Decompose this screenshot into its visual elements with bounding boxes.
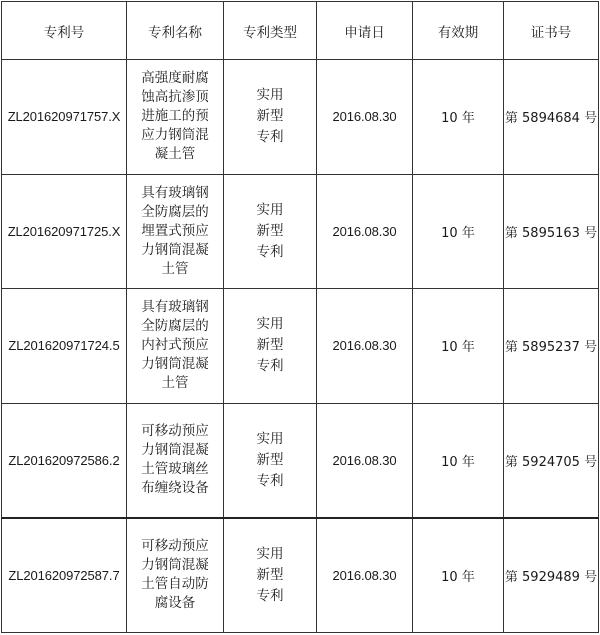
table-row	[2, 518, 599, 633]
header-patent-no: 专利号	[2, 2, 127, 60]
patent-type-cell	[224, 60, 317, 175]
patent-name-cell	[127, 403, 224, 518]
patent-type-cell	[224, 403, 317, 518]
patent-type-line: 新型	[256, 451, 284, 468]
patent-name-line: 土管	[161, 260, 189, 277]
validity-cell: 10 年	[413, 174, 504, 289]
patent-type-cell	[224, 518, 317, 633]
patent-type-line: 专利	[256, 472, 284, 489]
cert-no-cell: 第 5929489 号	[504, 518, 599, 633]
patent-name-line: 力钢筒混凝	[141, 557, 209, 574]
patent-name-line: 具有玻璃钢	[141, 184, 209, 201]
patent-type-line: 专利	[256, 587, 284, 604]
patent-name-cell	[127, 60, 224, 175]
cert-no-cell: 第 5894684 号	[504, 60, 599, 175]
table-row	[2, 289, 599, 404]
patent-no-cell: ZL201620972586.2	[2, 403, 127, 518]
header-patent-name: 专利名称	[127, 2, 224, 60]
patent-name-line: 高强度耐腐	[141, 70, 209, 87]
patent-name-line: 土管	[161, 375, 189, 392]
patent-no-cell: ZL201620971725.X	[2, 174, 127, 289]
patent-type-cell	[224, 174, 317, 289]
patent-no-cell: ZL201620971757.X	[2, 60, 127, 175]
patent-type-line: 实用	[256, 545, 284, 562]
patent-type-line: 新型	[256, 337, 284, 354]
patent-name-line: 腐设备	[154, 595, 196, 612]
validity-cell: 10 年	[413, 518, 504, 633]
patent-name-line: 应力钢筒混	[141, 127, 209, 144]
patent-type-line: 实用	[256, 316, 284, 333]
patent-name-line: 埋置式预应	[141, 222, 209, 239]
validity-cell: 10 年	[413, 60, 504, 175]
patent-name-cell	[127, 174, 224, 289]
patent-type-line: 新型	[256, 108, 284, 125]
header-patent-type: 专利类型	[224, 2, 317, 60]
patent-name-line: 土管自动防	[141, 576, 209, 593]
header-apply-date: 申请日	[317, 2, 413, 60]
patent-name-line: 可移动预应	[141, 423, 209, 440]
patent-type-line: 专利	[256, 358, 284, 375]
apply-date-cell: 2016.08.30	[317, 60, 413, 175]
patent-name-line: 凝土管	[154, 146, 196, 163]
patent-name-line: 力钢筒混凝	[141, 241, 209, 258]
apply-date-cell: 2016.08.30	[317, 518, 413, 633]
cert-no-cell: 第 5895237 号	[504, 289, 599, 404]
patent-name-line: 内衬式预应	[141, 337, 209, 354]
patent-name-line: 具有玻璃钢	[141, 299, 209, 316]
apply-date-cell: 2016.08.30	[317, 174, 413, 289]
apply-date-cell: 2016.08.30	[317, 403, 413, 518]
table-row	[2, 60, 599, 175]
patent-name-cell	[127, 518, 224, 633]
table-header-row	[2, 2, 599, 60]
patent-type-line: 专利	[256, 243, 284, 260]
patent-type-line: 新型	[256, 222, 284, 239]
validity-cell: 10 年	[413, 403, 504, 518]
patent-name-line: 进施工的预	[141, 108, 209, 125]
patent-type-cell	[224, 289, 317, 404]
table-row	[2, 403, 599, 518]
patent-type-line: 专利	[256, 129, 284, 146]
header-validity: 有效期	[413, 2, 504, 60]
patent-type-line: 新型	[256, 566, 284, 583]
patent-no-cell: ZL201620972587.7	[2, 518, 127, 633]
patent-name-line: 全防腐层的	[141, 318, 209, 335]
cert-no-cell: 第 5895163 号	[504, 174, 599, 289]
patent-no-cell: ZL201620971724.5	[2, 289, 127, 404]
patent-name-cell	[127, 289, 224, 404]
patent-type-line: 实用	[256, 430, 284, 447]
patent-name-line: 蚀高抗渗顶	[141, 89, 209, 106]
patent-name-line: 全防腐层的	[141, 203, 209, 220]
header-cert-no: 证书号	[504, 2, 599, 60]
apply-date-cell: 2016.08.30	[317, 289, 413, 404]
patent-name-line: 可移动预应	[141, 538, 209, 555]
patent-name-line: 力钢筒混凝	[141, 356, 209, 373]
cert-no-cell: 第 5924705 号	[504, 403, 599, 518]
patent-name-line: 力钢筒混凝	[141, 442, 209, 459]
patent-table	[1, 1, 599, 633]
patent-type-line: 实用	[256, 201, 284, 218]
patent-name-line: 布缠绕设备	[141, 480, 209, 497]
validity-cell: 10 年	[413, 289, 504, 404]
patent-name-line: 土管玻璃丝	[141, 461, 209, 478]
table-row	[2, 174, 599, 289]
patent-type-line: 实用	[256, 87, 284, 104]
